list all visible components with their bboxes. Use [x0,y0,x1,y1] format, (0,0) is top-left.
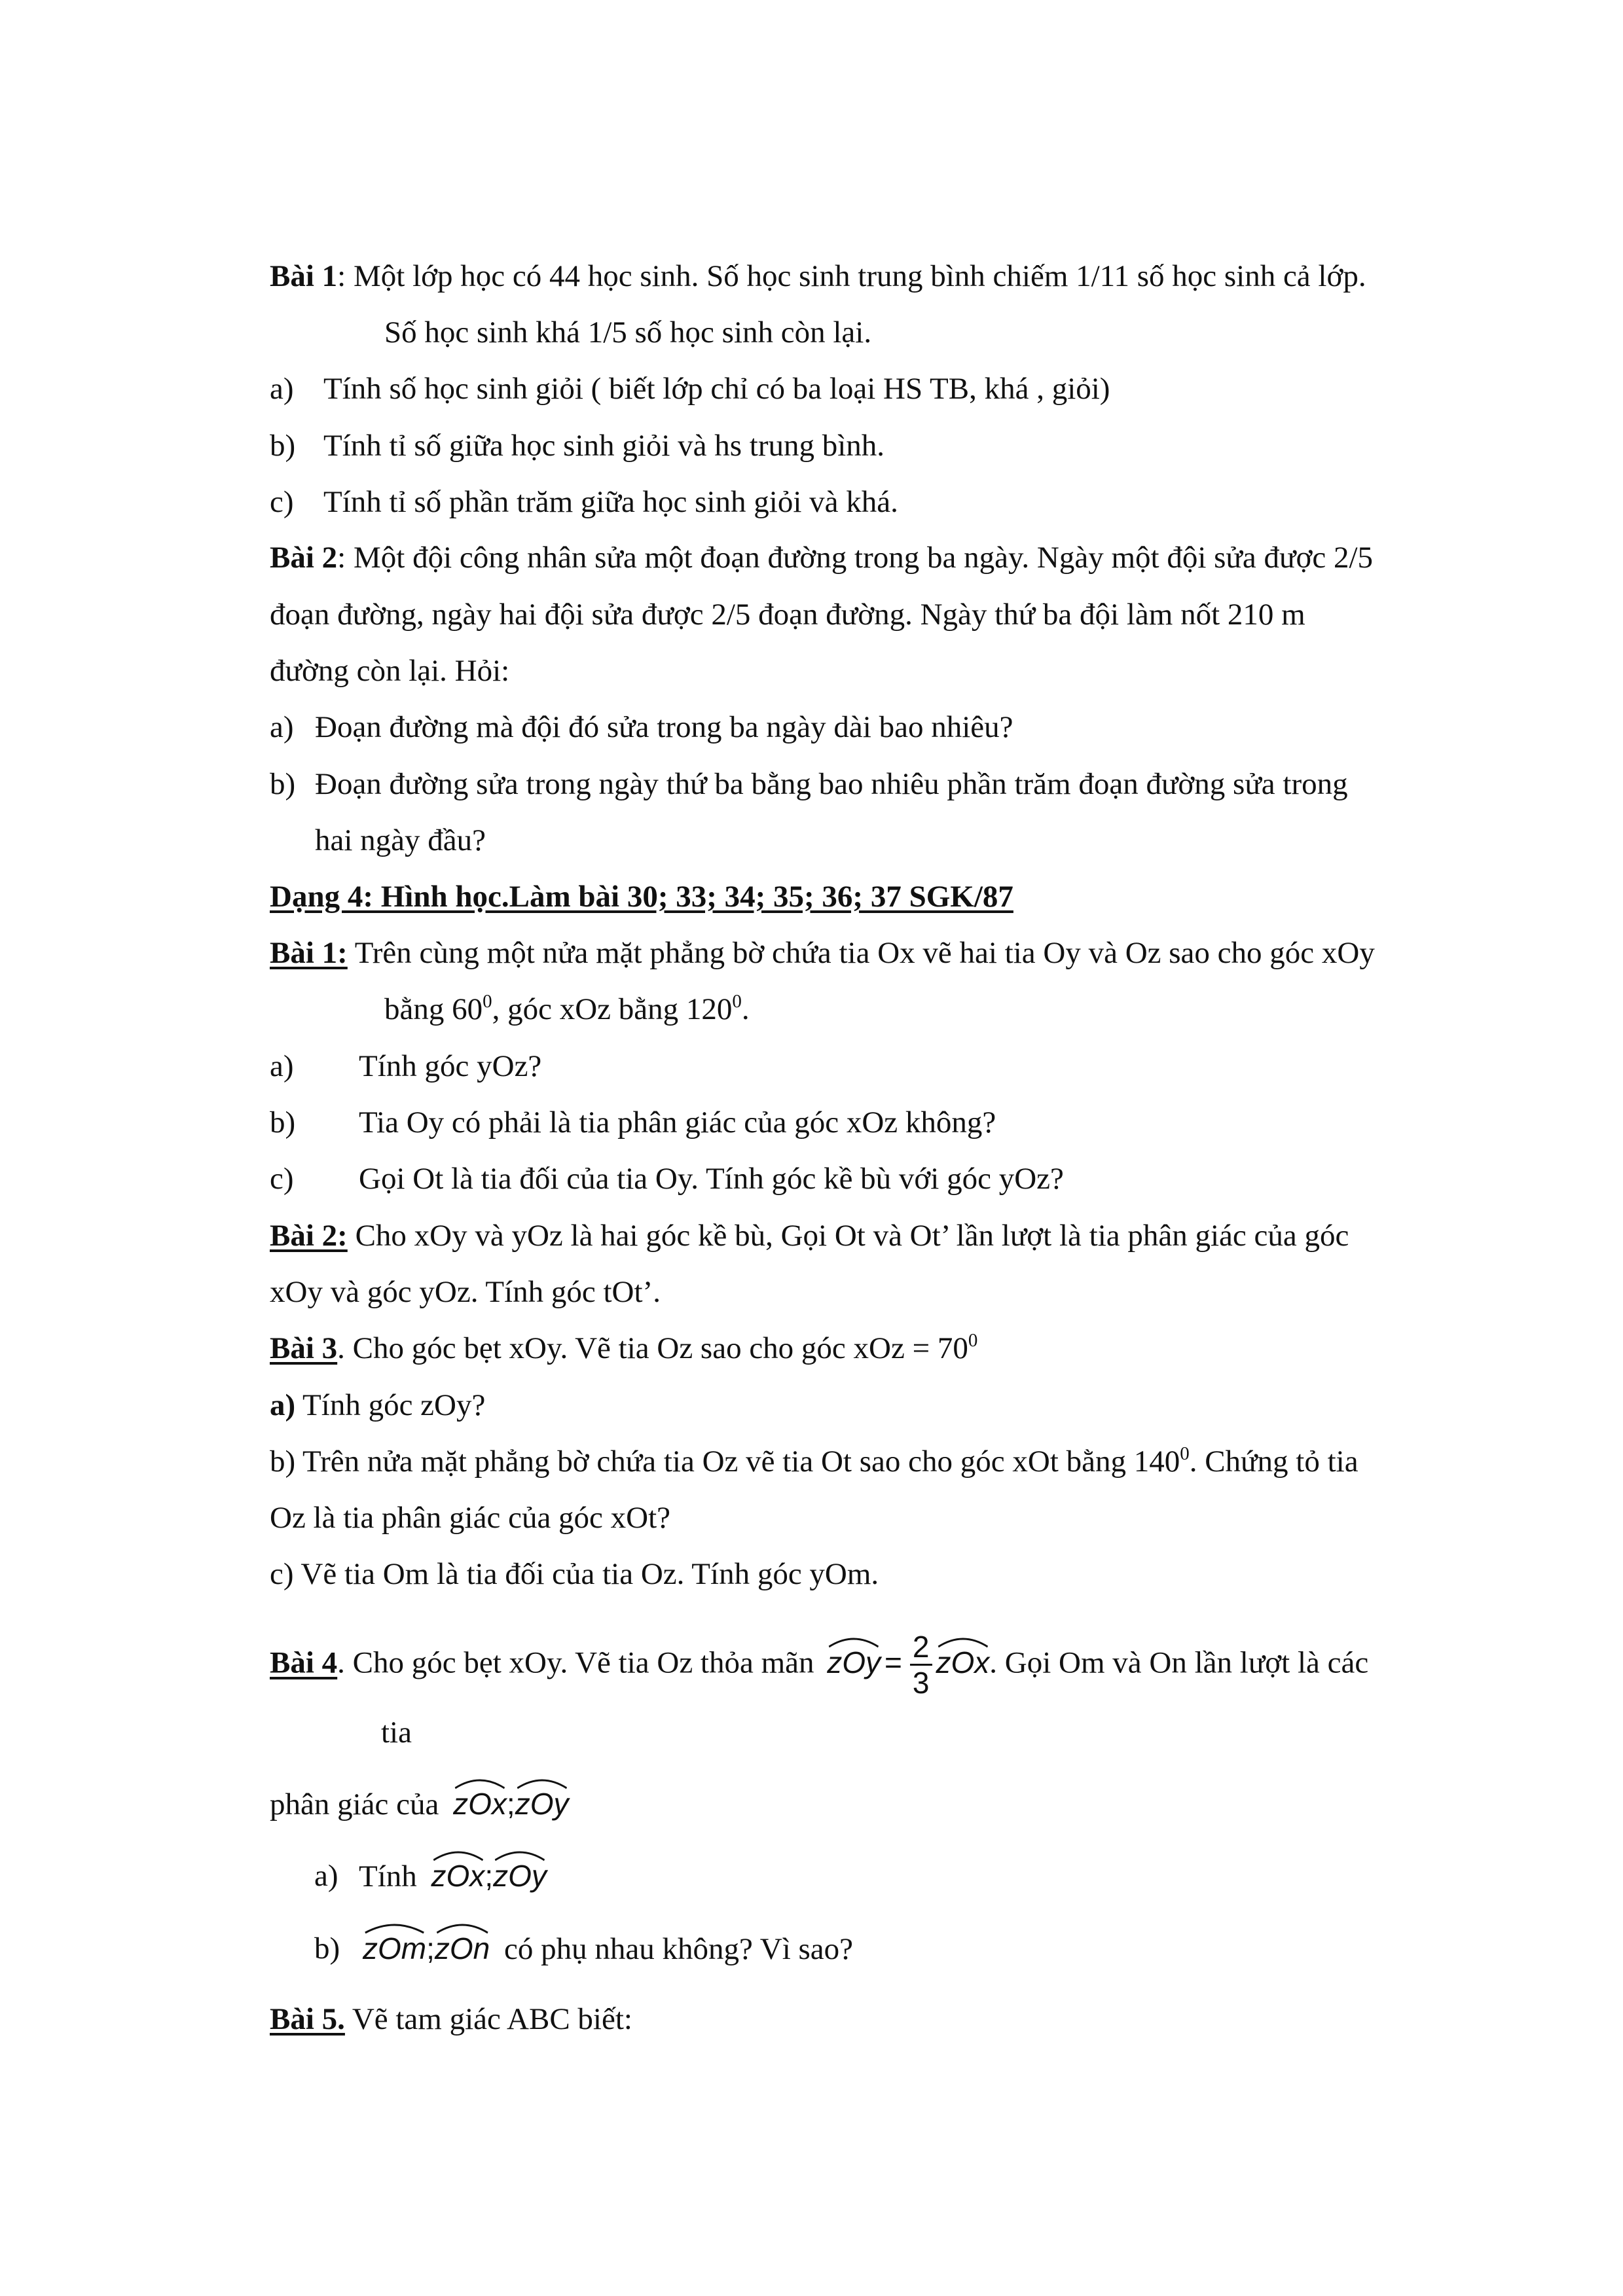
g4-b-line: zOm; zOn có phụ nhau không? Vì sao? [363,1929,853,1969]
g1-a: Tính góc yOz? [359,1049,542,1083]
g4-a-mark: a) [314,1859,338,1893]
g4-pg-angles: zOx; zOy [453,1784,568,1823]
g4-a-angles: zOx; zOy [431,1856,547,1895]
g3-line1: Bài 3. Cho góc bẹt xOy. Vẽ tia Oz sao cho góc xOz = $70^0$ [270,1330,978,1365]
p1-bai1-a: Tính số học sinh giỏi ( biết lớp chỉ có ba loại HS TB, khá , giỏi) [323,372,1110,406]
p1-bai2-b-mark: b) [270,767,296,801]
g3-a: a) Tính góc zOy? [270,1388,486,1422]
g1-c: Gọi Ot là tia đối của tia Oy. Tính góc kề bù với góc yOz? [359,1162,1064,1196]
p1-bai1-line1: Bài 1: Một lớp học có 44 học sinh. Số học sinh trung bình chiếm 1/11 số học sinh cả lớp. [270,259,1366,293]
g4-label: Bài 4 [270,1645,338,1680]
g1-line2: bằng $60^0$, góc xOz bằng $120^0$. [384,991,750,1026]
g2-line2: xOy và góc yOz. Tính góc tOt’. [270,1275,661,1309]
p1-bai2-a-mark: a) [270,710,294,744]
fraction-2-3: $\frac{2}{3}$ [910,1630,932,1700]
g5-line: Bài 5. Vẽ tam giác ABC biết: [270,2002,632,2036]
angle-zox-hat: zOx [936,1643,990,1682]
p1-bai2-line1: Bài 2: Một đội công nhân sửa một đoạn đường trong ba ngày. Ngày một đội sửa được 2/5 [270,541,1374,575]
p1-bai2-label: Bài 2 [270,541,338,575]
p1-bai1-b: Tính tỉ số giữa học sinh giỏi và hs trung bình. [323,429,885,463]
p1-bai1-line2: Số học sinh khá 1/5 số học sinh còn lại. [384,315,872,350]
g3-b1: b) Trên nửa mặt phẳng bờ chứa tia Oz vẽ tia Ot sao cho góc xOt bằng $140^0$. Chứng tỏ tia [270,1443,1359,1479]
g5-label: Bài 5. [270,2002,345,2036]
g1-label: Bài 1: [270,936,348,970]
p1-bai2-line3: đường còn lại. Hỏi: [270,654,510,688]
p1-bai2-b2: hai ngày đầu? [315,823,486,857]
g1-a-mark: a) [270,1049,294,1083]
g1-b: Tia Oy có phải là tia phân giác của góc xOz không? [359,1105,996,1139]
g3-b2: Oz là tia phân giác của góc xOt? [270,1501,671,1535]
g1-b-mark: b) [270,1105,296,1139]
dang4-heading: Dạng 4: Hình học.Làm bài 30; 33; 34; 35; 36; 37 SGK/87 [270,880,1013,914]
g1-line1: Bài 1: Trên cùng một nửa mặt phẳng bờ chứa tia Ox vẽ hai tia Oy và Oz sao cho góc xOy [270,936,1375,970]
angle-zoy-hat: zOy [827,1643,881,1682]
g4-line1: Bài 4. Cho góc bẹt xOy. Vẽ tia Oz thỏa mãn zOy = $\frac{2}{3}$ zOx. Gọi Om và On lần lượt là các [270,1630,1369,1700]
g3-c: c) Vẽ tia Om là tia đối của tia Oz. Tính góc yOm. [270,1557,879,1591]
g2-label: Bài 2: [270,1219,348,1253]
p1-bai1-c: Tính tỉ số phần trăm giữa học sinh giỏi và khá. [323,485,898,519]
p1-bai2-b1: Đoạn đường sửa trong ngày thứ ba bằng bao nhiêu phần trăm đoạn đường sửa trong [315,767,1348,801]
p1-bai2-line2: đoạn đường, ngày hai đội sửa được 2/5 đoạn đường. Ngày thứ ba đội làm nốt 210 m [270,598,1305,632]
p1-bai1-label: Bài 1 [270,259,338,293]
p1-bai2-a: Đoạn đường mà đội đó sửa trong ba ngày dài bao nhiêu? [315,710,1013,744]
p1-bai1-a-mark: a) [270,372,294,406]
g4-b-angles: zOm; zOn [363,1929,490,1968]
g4-equation: zOy = $\frac{2}{3}$ zOx [827,1630,990,1700]
g4-pg-line: phân giác của zOx; zOy [270,1784,568,1824]
g3-label: Bài 3 [270,1331,338,1365]
g4-a-line: Tính zOx; zOy [359,1856,547,1896]
g4-b-mark: b) [314,1931,340,1965]
g2-line1: Bài 2: Cho xOy và yOz là hai góc kề bù, Gọi Ot và Ot’ lần lượt là tia phân giác của góc [270,1219,1349,1253]
g1-c-mark: c) [270,1162,294,1196]
p1-bai1-c-mark: c) [270,485,294,519]
g4-tia: tia [381,1715,412,1749]
p1-bai1-b-mark: b) [270,429,296,463]
